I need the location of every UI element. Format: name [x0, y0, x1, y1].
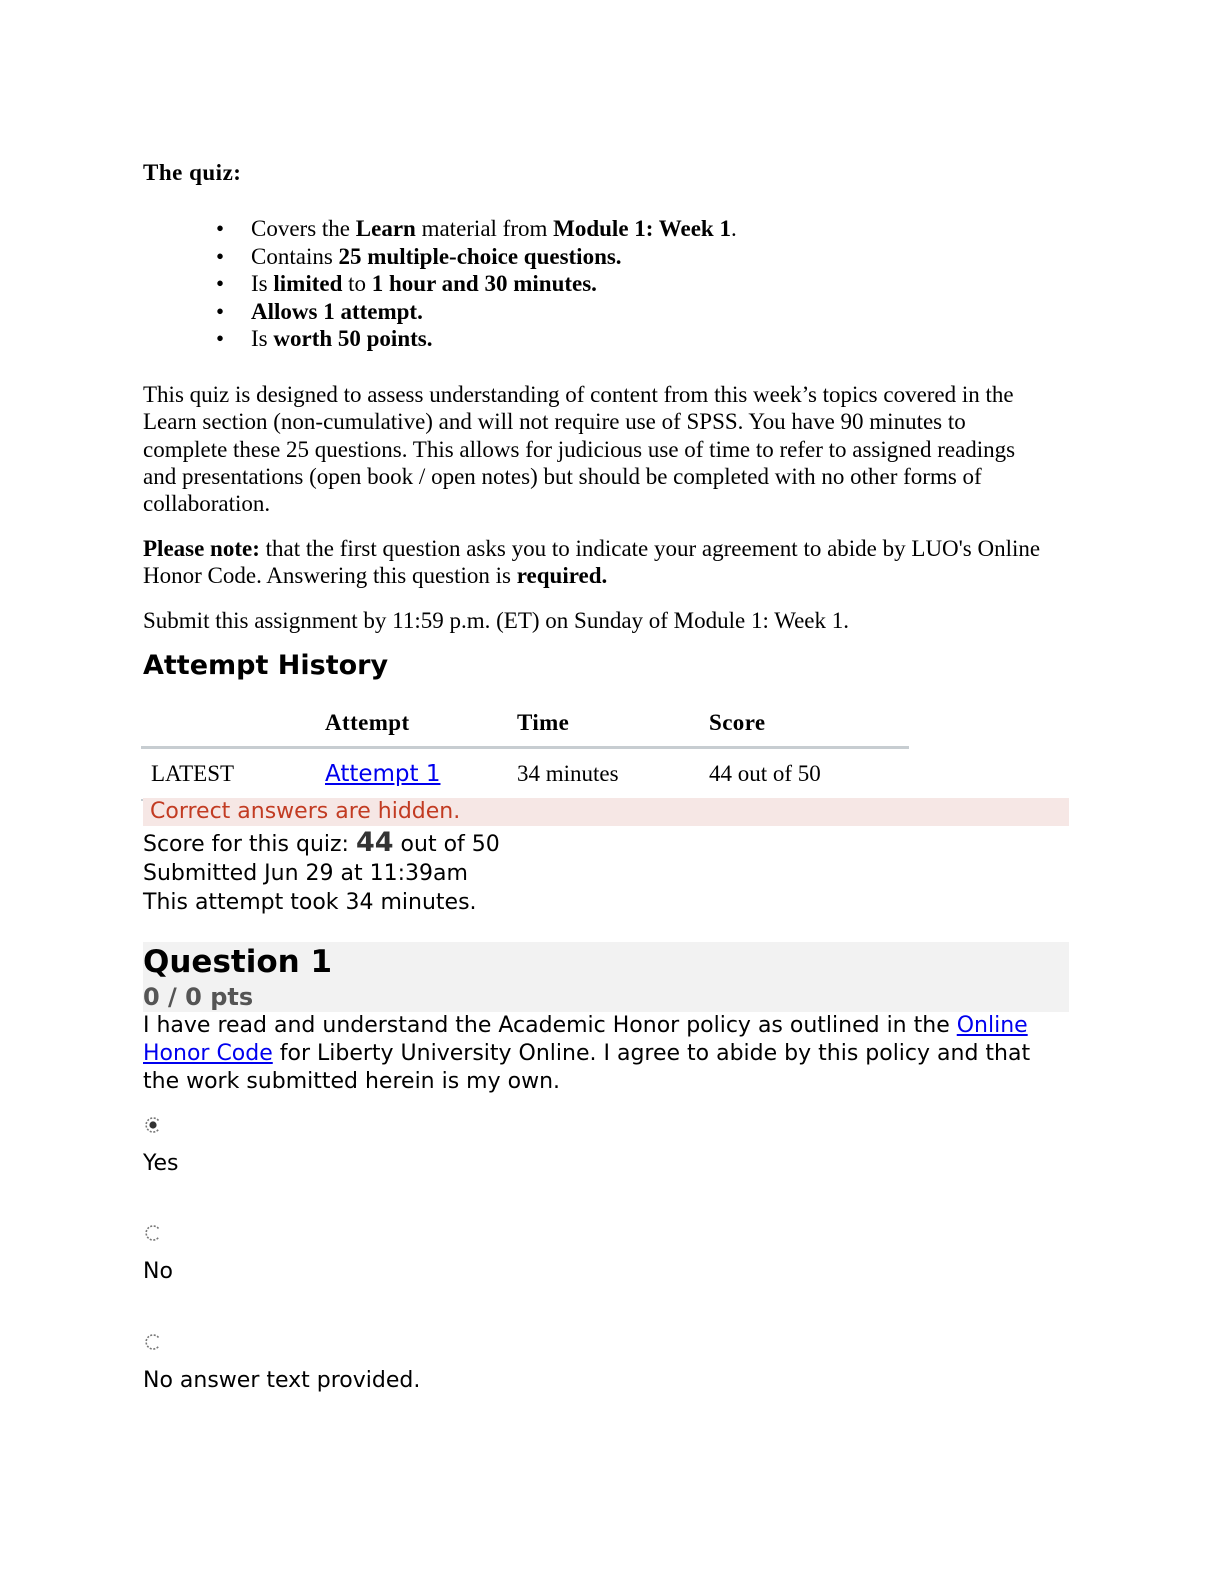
bullet-icon: • [216, 216, 225, 241]
attempt-score: 44 out of 50 [709, 761, 821, 786]
attempt-duration: This attempt took 34 minutes. [143, 890, 477, 915]
detail-text: Is [251, 271, 274, 296]
submitted-timestamp: Submitted Jun 29 at 11:39am [143, 861, 468, 886]
quiz-score-line: Score for this quiz: 44 out of 50 [143, 827, 500, 858]
question-text: I have read and understand the Academic Honor policy as outlined in the Online Honor Code for Liberty University Online. I agree to abide by this policy and that the work submitted herein is my own. [143, 1013, 1031, 1094]
radio-selected-icon[interactable] [143, 1115, 163, 1135]
answer-option-no-text[interactable] [143, 1332, 420, 1394]
attempt-history-heading: Attempt History [143, 650, 389, 681]
answer-label: No answer text provided. [143, 1368, 421, 1393]
quiz-detail-item [143, 243, 737, 271]
note-label: Please note: [143, 536, 260, 561]
emphasized-text: 25 multiple-choice questions. [338, 243, 622, 269]
emphasized-text: Module 1: Week 1 [553, 216, 731, 241]
emphasized-text: 1 hour and 30 minutes. [371, 271, 597, 296]
emphasized-text: limited [273, 271, 343, 296]
online-honor-code-link[interactable]: Online Honor Code [143, 1013, 1028, 1066]
attempt-row-label: LATEST [151, 761, 235, 786]
answer-label: Yes [143, 1151, 179, 1176]
table-row [141, 748, 909, 801]
column-header-time: Time [517, 710, 570, 735]
quiz-detail-item [143, 215, 737, 243]
detail-text: Covers the [251, 216, 356, 241]
quiz-description: This quiz is designed to assess understanding of content from this week’s topics covered in the Learn section (non-cumulative) and will not require use of SPSS. You have 90 minutes to complete these 25 questions. This allows for judicious use of time to refer to assigned readings and presentations (open book / open notes) but should be completed with no other forms of collaboration. [143, 382, 1016, 517]
detail-text: Contains [251, 243, 339, 269]
submission-deadline: Submit this assignment by 11:59 p.m. (ET) on Sunday of Module 1: Week 1. [143, 608, 849, 633]
quiz-result-summary [143, 828, 500, 917]
detail-text: Is [251, 326, 274, 351]
bullet-icon: • [216, 326, 225, 351]
bullet-icon: • [216, 298, 225, 324]
detail-text: . [730, 216, 737, 241]
bullet-icon: • [216, 271, 225, 296]
emphasized-text: Allows 1 attempt. [251, 298, 423, 324]
column-header-attempt: Attempt [325, 710, 410, 735]
note-text: that the first question asks you to indicate your agreement to abide by LUO's Online Honor Code. Answering this question is [143, 536, 1041, 589]
attempt-time: 34 minutes [517, 761, 619, 786]
question-title: Question 1 [143, 944, 333, 980]
radio-unselected-icon[interactable] [143, 1223, 163, 1243]
table-header-row [141, 700, 909, 748]
detail-text: to [342, 271, 372, 296]
radio-unselected-icon[interactable] [143, 1332, 163, 1352]
quiz-details-list [143, 215, 737, 353]
answer-label: No [143, 1259, 173, 1284]
honor-code-note [143, 535, 1048, 590]
question-header [143, 942, 1069, 1012]
note-required: required. [516, 563, 608, 589]
answer-option-yes[interactable] [143, 1115, 179, 1177]
attempt-1-link[interactable]: Attempt 1 [325, 761, 441, 787]
quiz-detail-item [143, 298, 737, 326]
question-points: 0 / 0 pts [143, 983, 254, 1011]
attempt-history-table [141, 700, 909, 801]
detail-text: material from [415, 216, 554, 241]
bullet-icon: • [216, 243, 225, 269]
emphasized-text: worth 50 points. [273, 326, 433, 351]
quiz-detail-item [143, 270, 737, 298]
emphasized-text: Learn [355, 216, 416, 241]
quiz-intro-heading: The quiz: [143, 160, 242, 185]
answer-option-no[interactable] [143, 1223, 173, 1285]
column-header-blank [141, 700, 325, 748]
column-header-score: Score [709, 710, 766, 735]
quiz-detail-item [143, 325, 737, 353]
quiz-score-value: 44 [355, 827, 394, 858]
answers-hidden-notice: Correct answers are hidden. [143, 798, 1069, 826]
